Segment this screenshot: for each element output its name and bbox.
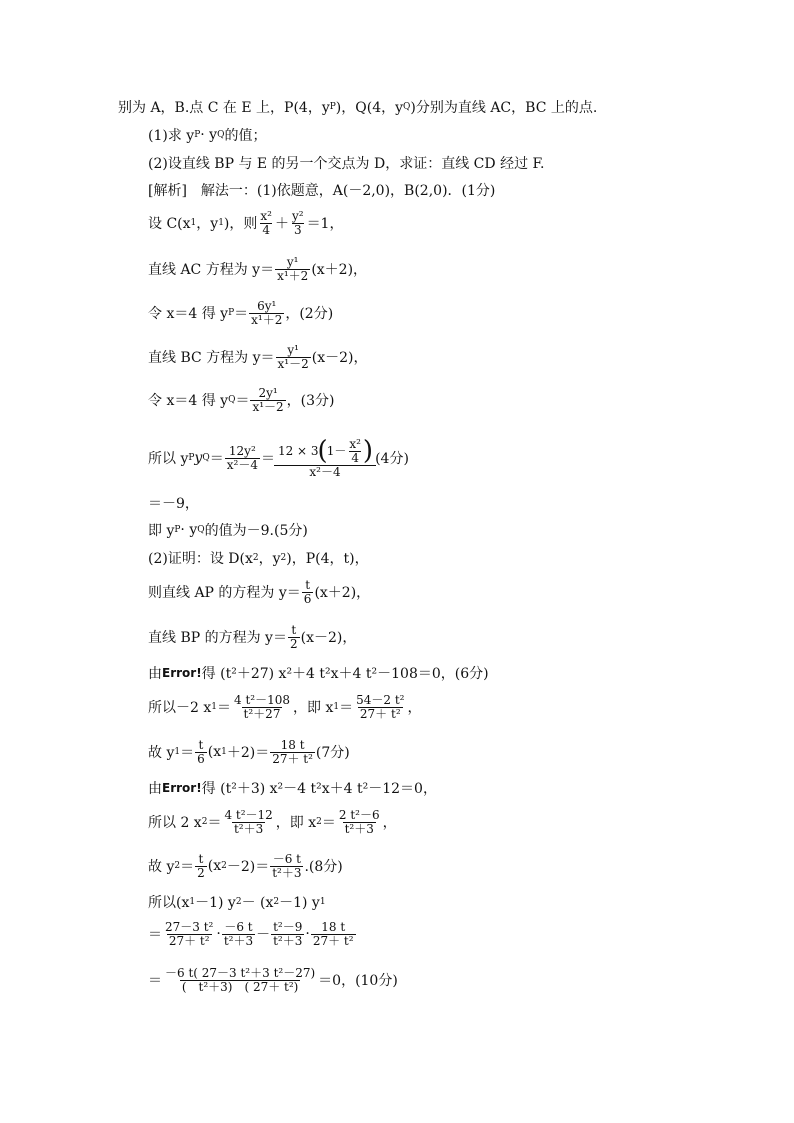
- fraction: －6 t t²＋3: [223, 919, 254, 948]
- math-line: 所以 2 x 2 ＝ 4 t²－12 t²＋3 ，即 x 2 ＝ 2 t²－6 t²＋3 ，: [148, 807, 397, 836]
- fraction: 2y¹ x¹－2: [252, 385, 284, 414]
- math-line: (2)证明：设 D(x 2 ，y 2 )，P(4，t)，: [148, 551, 369, 567]
- solution-heading: [解析] 解法一：(1)依题意，A(－2,0)，B(2,0)．(1分): [148, 183, 496, 199]
- fraction: x² 4: [260, 208, 272, 237]
- math-line: 所以 y P y Q ＝ 12y² x²－4 ＝ 12 × 3 ( 1－ x² 4 ) x²－4 (4分): [148, 436, 409, 479]
- fraction: 18 t 27＋ t²: [312, 919, 354, 948]
- math-line: 所以－2 x 1 ＝ 4 t²－108 t²＋27 ，即 x 1 ＝ 54－2 t² 27＋ t² ，: [148, 692, 422, 721]
- fraction: t 6: [197, 737, 205, 766]
- fraction: 54－2 t² 27＋ t²: [356, 692, 405, 721]
- math-line: 故 y 1 ＝ t 6 (x 1 ＋2)＝ 18 t 27＋ t² (7分): [148, 737, 350, 766]
- question-2: (2)设直线 BP 与 E 的另一个交点为 D，求证：直线 CD 经过 F.: [148, 156, 545, 172]
- fraction: 12y² x²－4: [226, 443, 258, 472]
- fraction: y¹ x¹－2: [277, 342, 309, 371]
- fraction: y² 3: [291, 208, 304, 237]
- math-line: 直线 AC 方程为 y＝ y¹ x¹＋2 (x＋2)，: [148, 254, 368, 283]
- fraction: t 2: [289, 622, 298, 651]
- fraction: 27－3 t² 27＋ t²: [165, 919, 214, 948]
- fraction: t²－9 t²＋3: [273, 919, 303, 948]
- fraction-compound: 12 × 3 ( 1－ x² 4 ) x²－4: [276, 438, 374, 479]
- math-line: 令 x＝4 得 y P ＝ 6y¹ x¹＋2 ，(2分): [148, 298, 334, 327]
- fraction: 2 t²－6 t²＋3: [338, 807, 380, 836]
- fraction: y¹ x¹＋2: [277, 254, 309, 283]
- math-line: 即 y P · y Q 的值为－9.(5分): [148, 522, 308, 539]
- math-line: 由 Error! 得 (t²＋27) x²＋4 t²x＋4 t²－108＝0，(6分): [148, 666, 489, 682]
- math-line: 直线 BC 方程为 y＝ y¹ x¹－2 (x－2)，: [148, 342, 368, 371]
- fraction: 4 t²－108 t²＋27: [234, 692, 290, 721]
- fraction: 18 t 27＋ t²: [272, 737, 313, 766]
- fraction: －6 t t²＋3: [272, 851, 302, 880]
- math-line: 所以(x 1 －1) y 2 － (x 2 －1) y 1: [148, 895, 326, 911]
- math-line: ＝ －6 t( 27－3 t²＋3 t²－27) ( t²＋3) ( 27＋ t²) ＝0，(10分): [148, 965, 398, 994]
- math-line: 故 y 2 ＝ t 2 (x 2 －2)＝ －6 t t²＋3 .(8分): [148, 851, 343, 880]
- math-line: 设 C(x 1 ，y 1 )，则 x² 4 ＋ y² 3 ＝1，: [148, 208, 344, 237]
- math-line: 令 x＝4 得 y Q ＝ 2y¹ x¹－2 ，(3分): [148, 385, 335, 414]
- math-line: ＝ 27－3 t² 27＋ t² · －6 t t²＋3 － t²－9 t²＋3 · 18 t 27＋ t²: [148, 919, 354, 948]
- question-1: (1)求 y P · y Q 的值；: [148, 127, 267, 144]
- fraction: 4 t²－12 t²＋3: [224, 807, 273, 836]
- math-line: 直线 BP 的方程为 y＝ t 2 (x－2)，: [148, 622, 357, 651]
- math-line: ＝－9，: [148, 496, 199, 512]
- math-line: 由 Error! 得 (t²＋3) x²－4 t²x＋4 t²－12＝0，: [148, 781, 437, 797]
- text-line: 别为 A，B.点 C 在 E 上，P(4，y P )，Q(4，y Q )分别为直线 AC，BC 上的点.: [118, 100, 598, 116]
- fraction: －6 t( 27－3 t²＋3 t²－27) ( t²＋3) ( 27＋ t²): [165, 965, 316, 994]
- fraction: t 6: [303, 577, 312, 606]
- fraction: 6y¹ x¹＋2: [251, 298, 283, 327]
- math-line: 则直线 AP 的方程为 y＝ t 6 (x＋2)，: [148, 577, 371, 606]
- fraction: t 2: [197, 851, 205, 880]
